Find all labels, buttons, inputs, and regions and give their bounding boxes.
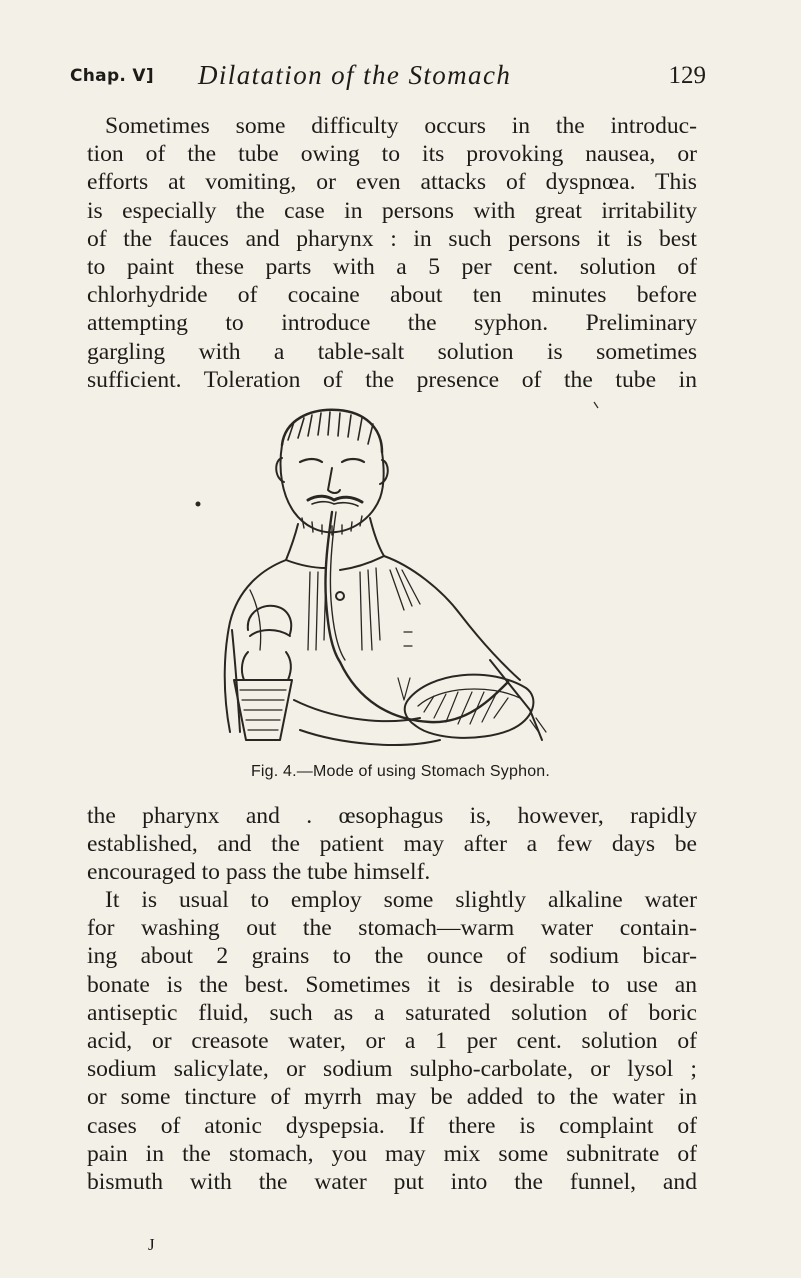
text-line: for washing out the stomach—warm water contain- bbox=[87, 915, 697, 942]
page-number: 129 bbox=[668, 62, 706, 89]
text-line: the pharynx and . œsophagus is, however, rapidly bbox=[87, 803, 697, 829]
text-line: or some tincture of myrrh may be added to the water in bbox=[87, 1084, 697, 1111]
text-line: pain in the stomach, you may mix some subnitrate of bbox=[87, 1140, 697, 1167]
text-line: of the fauces and pharynx : in such persons it is best bbox=[87, 225, 697, 252]
text-line: cases of atonic dyspepsia. If there is complaint of bbox=[87, 1112, 697, 1139]
text-line: to paint these parts with a 5 per cent. solution of bbox=[87, 254, 697, 281]
paragraph-3 bbox=[87, 886, 697, 1196]
chapter-label: Chap. V] bbox=[70, 66, 154, 86]
text-line: Sometimes some difficulty occurs in the introduc- bbox=[105, 113, 697, 139]
text-line: gargling with a table-salt solution is sometimes bbox=[87, 338, 697, 365]
text-line: ing about 2 grains to the ounce of sodium bicar- bbox=[87, 943, 697, 970]
text-line: bonate is the best. Sometimes it is desirable to use an bbox=[87, 971, 697, 998]
text-line: sodium salicylate, or sodium sulpho-carbolate, or lysol ; bbox=[87, 1056, 697, 1083]
text-line: antiseptic fluid, such as a saturated solution of boric bbox=[87, 999, 697, 1026]
figure-caption: Fig. 4.—Mode of using Stomach Syphon. bbox=[250, 763, 551, 780]
signature-mark: J bbox=[148, 1235, 155, 1254]
text-line: encouraged to pass the tube himself. bbox=[87, 859, 431, 886]
text-line: It is usual to employ some slightly alkaline water bbox=[105, 887, 697, 913]
text-line: is especially the case in persons with great irritability bbox=[87, 197, 697, 224]
text-line: acid, or creasote water, or a 1 per cent. solution of bbox=[87, 1028, 697, 1055]
text-line: established, and the patient may after a few days be bbox=[87, 831, 697, 858]
paragraph-2 bbox=[87, 802, 697, 887]
running-header bbox=[70, 60, 706, 100]
text-line: tion of the tube owing to its provoking nausea, or bbox=[87, 141, 697, 168]
stomach-syphon-illustration bbox=[190, 400, 610, 755]
paragraph-1 bbox=[87, 112, 697, 394]
text-line: attempting to introduce the syphon. Preliminary bbox=[87, 310, 697, 337]
running-title: Dilatation of the Stomach bbox=[198, 60, 512, 90]
text-line: sufficient. Toleration of the presence of the tube in bbox=[87, 366, 697, 393]
text-line: chlorhydride of cocaine about ten minutes before bbox=[87, 282, 697, 309]
text-line: efforts at vomiting, or even attacks of dyspnœa. This bbox=[87, 169, 697, 196]
text-line: bismuth with the water put into the funnel, and bbox=[87, 1169, 697, 1196]
